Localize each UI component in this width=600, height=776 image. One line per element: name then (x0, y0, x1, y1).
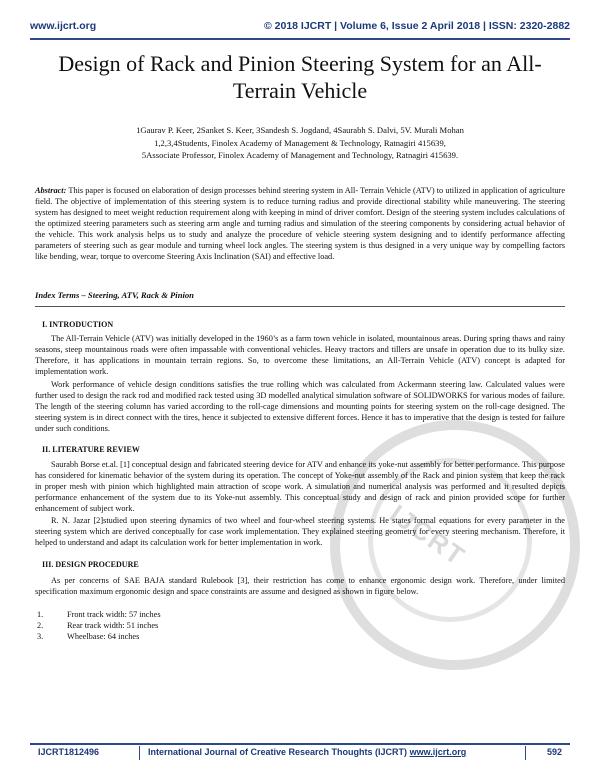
list-item: 1. Front track width: 57 inches (37, 610, 161, 619)
index-terms-rule (35, 306, 565, 307)
index-terms: Index Terms – Steering, ATV, Rack & Pinion (35, 290, 194, 300)
lit-paragraph-1: Saurabh Borse et.al. [1] conceptual design and fabricated steering device for ATV and enhance its yoke-nut assembly for better performance. This purpose has considered for kinematic behavior of the system during its operation. The concept of Yoke-nut assembly of the Rack and pinion system that keep the rack in proper mesh with pinion which highlighted main attraction of scope work. A simulation and numerical analysis was performed and it resulted depicts performance enhancement of the system due to its Yoke-nut assembly. This conceptual study and design of rack and pinion provided scope for further enhancement of subject work. (35, 460, 565, 513)
running-footer (38, 747, 562, 761)
header-rule (30, 38, 570, 40)
footer-journal-link[interactable]: www.ijcrt.org (409, 747, 467, 757)
abstract-label: Abstract: (35, 186, 67, 195)
section-heading-design: III. DESIGN PROCEDURE (42, 560, 139, 569)
footer-rule (30, 743, 570, 745)
list-item: 3. Wheelbase: 64 inches (37, 632, 140, 641)
intro-paragraph-2: Work performance of vehicle design conditions satisfies the true rolling which was calculated from Ackermann steering law. Calculated values were further used to design the rack rod and modified rack tested using 3D modelled analytical simulation software of SOLIDWORKS for various modes of failure. The length of the steering column has varied according to the roll-cage dimensions and mounting points for steering system on the roll-cage designed. The steering system is in direct connect with the tires, hence it subjected to extensive different forces. Hence it has to imperative that the design is tested for failure under such conditions. (35, 380, 565, 433)
footer-page-number: 592 (546, 747, 562, 757)
author-names: 1Gaurav P. Keer, 2Sanket S. Keer, 3Sandesh S. Jogdand, 4Saurabh S. Dalvi, 5V. Murali Mohan (136, 125, 464, 135)
list-item: 2. Rear track width: 51 inches (37, 621, 159, 630)
footer-paper-id: IJCRT1812496 (38, 747, 100, 757)
footer-journal: International Journal of Creative Research Thoughts (IJCRT) www.ijcrt.org (148, 747, 467, 757)
section-heading-literature: II. LITERATURE REVIEW (42, 445, 140, 454)
affiliation-students: 1,2,3,4Students, Finolex Academy of Management & Technology, Ratnagiri 415639, (154, 137, 446, 148)
section-heading-introduction: I. INTRODUCTION (42, 320, 114, 329)
paper-title: Design of Rack and Pinion Steering System for an All-Terrain Vehicle (58, 51, 542, 103)
design-paragraph-1: As per concerns of SAE BAJA standard Rulebook [3], their restriction has come to enhance ergonomic design work. Therefore, under limited specification maximum ergonomic design and space constraints are assume and designed as shown in figure below. (35, 576, 565, 596)
footer-divider (525, 746, 526, 760)
abstract (35, 185, 565, 262)
lit-paragraph-2: R. N. Jazar [2]studied upon steering dynamics of two wheel and four-wheel steering systems. He states formal equations for every parameter in the steering system which are derived conceptually for case work implementation. They explained steering geometry for every steering mechanism. Therefore, it helped to understand and adapt its calculation work for better implementation in work. (35, 516, 565, 547)
author-block (30, 124, 570, 162)
intro-paragraph-1: The All-Terrain Vehicle (ATV) was initially developed in the 1960’s as a farm town vehicle in isolated, mountainous areas. During spring thaws and rainy seasons, steep mountainous roads were often impassable with conventional vehicles. Heavy tractors and tillers are unsafe in operation due to its bulky size. Therefore, it has applications in mountain terrain regions. So, to overcome these limitations, an All-Terrain Vehicle (ATV) concept is adapted for implementation work. (35, 334, 565, 376)
spec-list (35, 609, 161, 642)
watermark-text: IJCRT (384, 498, 472, 572)
header-citation: © 2018 IJCRT | Volume 6, Issue 2 April 2018 | ISSN: 2320-2882 (263, 20, 570, 32)
footer-divider (139, 746, 140, 760)
header-site[interactable]: www.ijcrt.org (30, 20, 97, 32)
running-header (30, 20, 570, 36)
abstract-text: This paper is focused on elaboration of design processes behind steering system in All- Terrain Vehicle (ATV) to utilized in application of agriculture field. The objective of implementation of this steering system is to reduce turning radius and provide directional stability while maneuvering. The steering system has designed to meet weight reduction requirement along with keeping in mind of driver comfort. Design of the steering system includes calculations of the optimized steering parameters such as steering arm angle and turning radius and simulation of the steering components by considering actual behavior of the vehicle. This work analysis helps us to study and analyze the procedure of vehicle steering system designing and to identify performance affecting parameters of steering such as gear module and turning wheel lock angles. The steering system is thus designed in a very unique way by compelling factors like bending, wear, torque to overcome Steering Axis Inclination (SAI) and effective load. (35, 186, 565, 261)
affiliation-professor: 5Associate Professor, Finolex Academy of Management and Technology, Ratnagiri 415639. (141, 150, 459, 160)
